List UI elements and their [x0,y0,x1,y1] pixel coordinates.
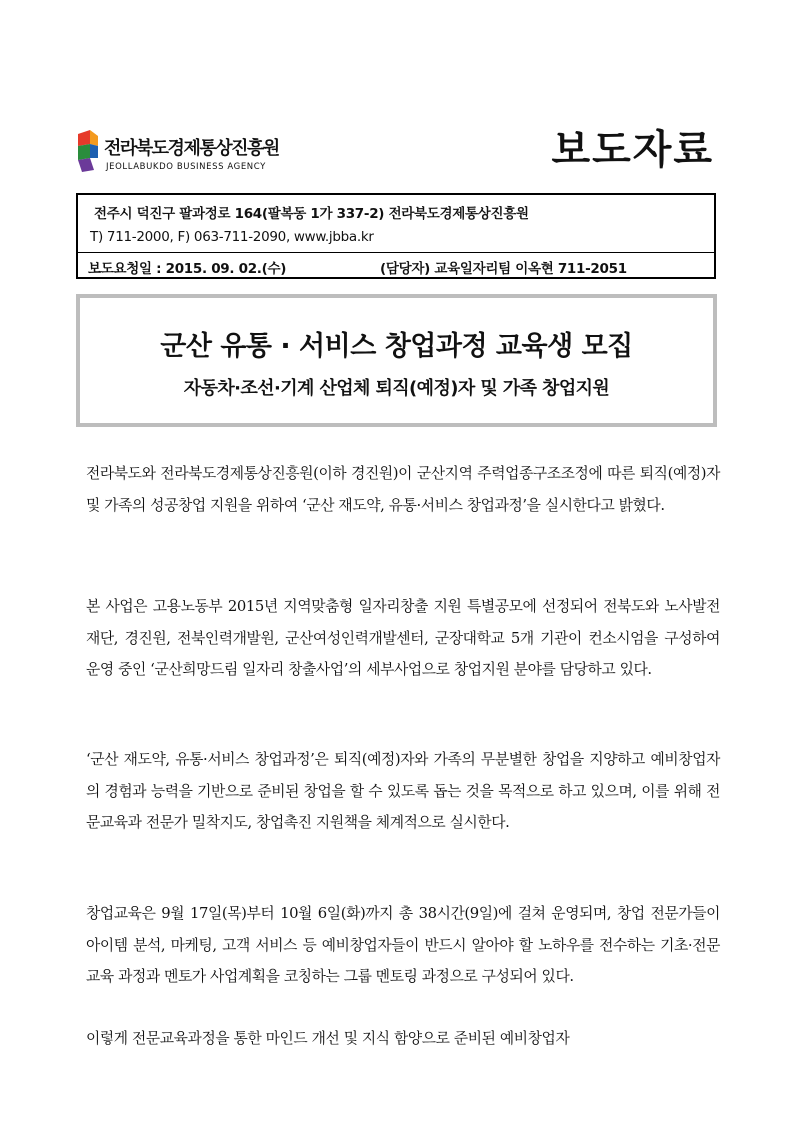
address-line: 전주시 덕진구 팔과정로 164(팔복동 1가 337-2) 전라북도경제통상진흥원 [94,206,529,222]
sub-headline: 자동차·조선·기계 산업체 퇴직(예정)자 및 가족 창업지원 [183,378,610,399]
body-paragraph-5: 이렇게 전문교육과정을 통한 마인드 개선 및 지식 함양으로 준비된 예비창업자 [86,1030,570,1047]
body-paragraph-3: ‘군산 재도약, 유통·서비스 창업과정’은 퇴직(예정)자와 가족의 무분별한 창업을 지양하고 예비창업자의 경험과 능력을 기반으로 준비된 창업을 할 수 있도록 돕는 것을 목적으로 하고 있으며, 이를 위해 전문교육과 전문가 밀착지도, 창업촉진 지원책을 체계적으로 실시한다. [86,751,720,831]
contact-person: (담당자) 교육일자리팀 이옥현 711-2051 [380,261,627,277]
request-date: 보도요청일 : 2015. 09. 02.(수) [88,261,287,277]
title-box [76,294,717,427]
request-contact-line [88,257,627,277]
agency-logo-icon [74,130,100,172]
body-paragraph-1: 전라북도와 전라북도경제통상진흥원(이하 경진원)이 군산지역 주력업종구조조정에 따른 퇴직(예정)자 및 가족의 성공창업 지원을 위하여 ‘군산 재도약, 유통·서비스 창업과정’을 실시한다고 밝혔다. [86,465,720,514]
logo-english-name: JEOLLABUKDO BUSINESS AGENCY [106,162,266,172]
agency-logo [74,128,314,178]
document-type-title: 보도자료 [551,127,714,173]
info-divider [78,252,714,253]
headline: 군산 유통 · 서비스 창업과정 교육생 모집 [160,331,633,362]
phone-line: T) 711-2000, F) 063-711-2090, www.jbba.kr [90,229,374,245]
body-paragraph-4: 창업교육은 9월 17일(목)부터 10월 6일(화)까지 총 38시간(9일)에 걸쳐 운영되며, 창업 전문가들이 아이템 분석, 마케팅, 고객 서비스 등 예비창업자들이 반드시 알아야 할 노하우를 전수하는 기초·전문교육 과정과 멘토가 사업계획을 코칭하는 그룹 멘토링 과정으로 구성되어 있다. [86,905,720,985]
body-paragraph-2: 본 사업은 고용노동부 2015년 지역맞춤형 일자리창출 지원 특별공모에 선정되어 전북도와 노사발전재단, 경진원, 전북인력개발원, 군산여성인력개발센터, 군장대학교 5개 기관이 컨소시엄을 구성하여 운영 중인 ‘군산희망드림 일자리 창출사업’의 세부사업으로 창업지원 분야를 담당하고 있다. [86,598,720,678]
logo-korean-name: 전라북도경제통상진흥원 [104,138,279,159]
info-box [76,193,716,279]
